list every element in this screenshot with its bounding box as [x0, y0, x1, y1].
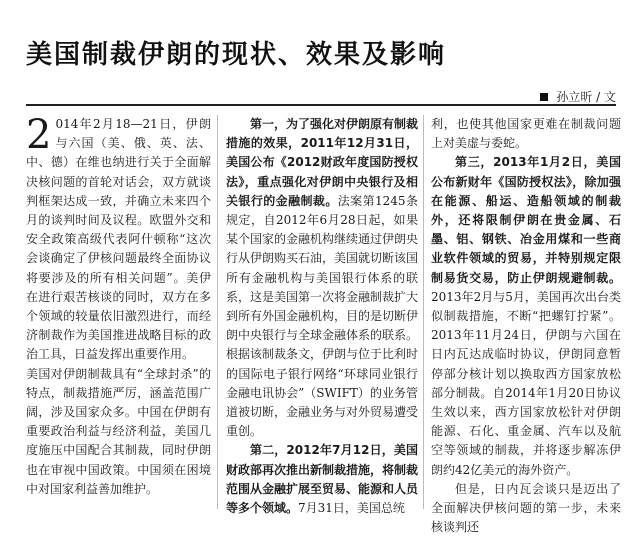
paragraph — [26, 365, 211, 499]
paragraph-lead: 第二，2012年7月12日，美国财政部再次推出新制裁措施，将制裁范围从金融扩展至贸易、能源和人员等多个领域。 — [226, 443, 419, 516]
paragraph-text: 但是，日内瓦会谈只是迈出了全面解决伊核问题的第一步，未来核谈判还 — [431, 481, 621, 535]
column-3 — [431, 115, 621, 537]
column-divider — [423, 115, 424, 509]
paragraph — [431, 115, 621, 153]
article-title: 美国制裁伊朗的现状、效果及影响 — [26, 40, 447, 70]
paragraph-lead: 第一，为了强化对伊朗原有制裁措施的效果，2011年12月31日，美国公布《2012财政年度国防授权法》，重点强化对伊朗中央银行及相关银行的金融制裁。 — [226, 117, 419, 208]
column-1 — [26, 112, 211, 499]
paragraph-text: 7月31日，美国总统 — [298, 501, 405, 516]
drop-cap: 2 — [26, 112, 52, 158]
paragraph — [26, 112, 211, 365]
paragraph-text: 法案第1245条规定，自2012年6月28日起，如果某个国家的金融机构继续通过伊朗央行从伊朗购买石油，美国就切断该国所有金融机构与美国银行体系的联系，这是美国第一次将金融制裁扩大到所有外国金融机构，目的是切断伊朗中央银行与全球金融体系的联系。根据该制裁条文，伊朗与位于比利时的国际电子银行网络“环球同业银行金融电讯协会”（SWIFT）的业务管道被切断，金融业务与对外贸易遭受重创。 — [226, 193, 419, 439]
author: 孙立昕 / 文 — [556, 90, 616, 104]
paragraph — [431, 480, 621, 537]
column-divider — [217, 115, 218, 509]
byline — [540, 88, 616, 105]
paragraph — [226, 441, 418, 518]
paragraph — [431, 153, 621, 479]
paragraph-text: 利，也使其他国家更难在制裁问题上对美虚与委蛇。 — [431, 117, 621, 151]
title-rule — [26, 104, 616, 106]
paragraph-text: 美国对伊朗制裁具有“全球封杀”的特点，制裁措施严厉，涵盖范围广阔，涉及国家众多。中国在伊朗有重要政治利益与经济利益，美国几度施压中国配合其制裁，同时伊朗也在审视中国政策。中国须在困境中对国家利益善加维护。 — [26, 366, 211, 496]
paragraph-text: 014年2月18—21日，伊朗与六国（美、俄、英、法、中、德）在维也纳进行关于全面解决核问题的首轮对话会，双方就谈判框架达成一致，并确立未来四个月的谈判时间及议程。欧盟外交和安全政策高级代表阿什顿称“这次会谈确定了伊核问题最终全面协议将要涉及的所有相关问题”。美伊在进行艰苦核谈的同时，双方在多个领域的较量依旧激烈进行，而经济制裁作为美国推进战略目标的政治工具，日益发挥出重要作用。 — [26, 117, 211, 362]
paragraph — [226, 115, 418, 441]
paragraph-lead: 第三，2013年1月2日，美国公布新财年《国防授权法》，除加强在能源、船运、造船领域的制裁外，还将限制伊朗在贵金属、石墨、铝、钢铁、冶金用煤和一些商业软件领域的贸易，并特别规定限制易货交易，防止伊朗规避制裁。 — [431, 155, 621, 285]
column-2 — [226, 115, 418, 518]
square-bullet-icon — [540, 93, 548, 101]
paragraph-text: 2013年2月与5月，美国再次出台类似制裁措施，不断“把螺钉拧紧”。2013年11月24日，伊朗与六国在日内瓦达成临时协议，伊朗同意暂停部分核计划以换取西方国家放松部分制裁。自2014年1月20日协议生效以来，西方国家放松针对伊朗能源、石化、重金属、汽车以及航空等领域的制裁，并将逐步解冻伊朗约42亿美元的海外资产。 — [431, 289, 621, 477]
